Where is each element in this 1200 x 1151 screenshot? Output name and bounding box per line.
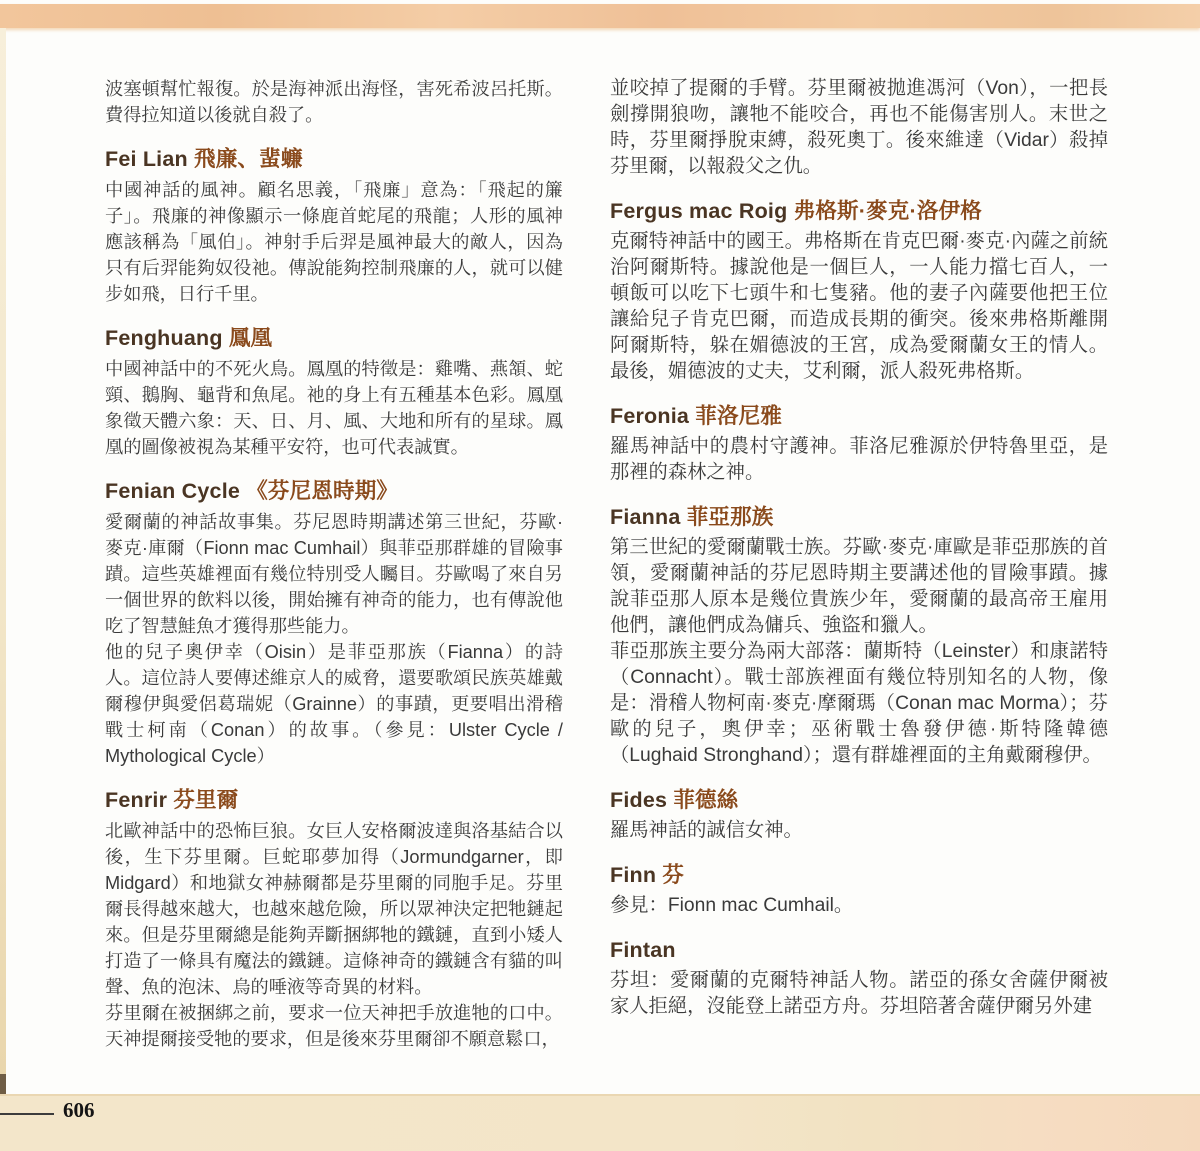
entry-term-chinese: 飛廉、蜚蠊 [194,147,303,171]
scan-edge-bottom-band [0,1094,1200,1151]
scan-edge-top-band [0,4,1200,28]
entry-paragraph: 羅馬神話的誠信女神。 [610,820,803,841]
entry-paragraph: 參見：Fionn mac Cumhail。 [610,895,854,916]
entry-term-latin: Fenrir [105,788,168,812]
entry-paragraph: 中國神話的風神。顧名思義，「飛廉」意為：「飛起的簾子」。飛廉的神像顯示一條鹿首蛇尾的飛龍；人形的風神應該稱為「風伯」。神射手后羿是風神最大的敵人，因為只有后羿能夠奴役祂。傳說能夠控制飛廉的人，就可以健步如飛，日行千里。 [105,180,563,304]
entry-paragraph: 芬里爾在被捆綁之前，要求一位天神把手放進牠的口中。天神提爾接受牠的要求，但是後來芬里爾卻不願意鬆口， [105,1003,563,1049]
dictionary-entry [610,403,1108,486]
entry-term-chinese: 鳳凰 [228,326,273,350]
entry-heading [610,504,1108,530]
entry-continuation [105,76,563,128]
entry-term-chinese: 弗格斯·麥克·洛伊格 [793,199,982,223]
entry-paragraph: 他的兒子奧伊幸（Oisin）是菲亞那族（Fianna）的詩人。這位詩人要傳述維京人的威脅，還要歌頌民族英雄戴爾穆伊與愛侶葛瑞妮（Grainne）的事蹟，更要唱出滑稽戰士柯南（Conan）的故事。（參見：Ulster Cycle / Mythological Cycle） [105,642,563,766]
entry-paragraph: 中國神話中的不死火鳥。鳳凰的特徵是：雞嘴、燕頷、蛇頸、鵝胸、龜背和魚尾。祂的身上有五種基本色彩。鳳凰象徵天體六象：天、日、月、風、大地和所有的星球。鳳凰的圖像被視為某種平安符，也可代表誠實。 [105,359,563,457]
entry-heading [610,937,1108,963]
entry-heading [105,478,563,504]
dictionary-entry [610,787,1108,844]
dictionary-entry [105,478,563,769]
dictionary-entry [105,146,563,307]
entry-paragraph: 克爾特神話中的國王。弗格斯在肯克巴爾·麥克·內薩之前統治阿爾斯特。據說他是一個巨人，一人能力擋七百人，一頓飯可以吃下七頭牛和七隻豬。他的妻子內薩要他把王位讓給兒子肯克巴爾，而造成長期的衝突。後來弗格斯離開阿爾斯特，躲在媚德波的王宮，成為愛爾蘭女王的情人。最後，媚德波的丈夫，艾利爾，派人殺死弗格斯。 [610,231,1108,382]
entry-paragraph: 第三世紀的愛爾蘭戰士族。芬歐·麥克·庫歐是菲亞那族的首領，愛爾蘭神話的芬尼恩時期主要講述他的冒險事蹟。據說菲亞那人原本是幾位貴族少年，愛爾蘭的最高帝王雇用他們，讓他們成為傭兵、強盜和獵人。 [610,537,1108,636]
entry-term-latin: Feronia [610,404,690,428]
entry-paragraph: 波塞頓幫忙報復。於是海神派出海怪，害死希波呂托斯。費得拉知道以後就自殺了。 [105,79,563,125]
entry-heading [610,403,1108,429]
entry-paragraph: 菲亞那族主要分為兩大部落：蘭斯特（Leinster）和康諾特（Connacht）。戰士部族裡面有幾位特別知名的人物，像是：滑稽人物柯南·麥克·摩爾瑪（Conan mac Morma）；芬歐的兒子，奧伊幸；巫術戰士魯發伊德·斯特隆韓德（Lughaid Stronghand）；還有群雄裡面的主角戴爾穆伊。 [610,641,1108,766]
entry-term-chinese: 菲德絲 [673,788,739,812]
entry-term-latin: Fintan [610,938,676,962]
dictionary-entry [105,787,563,1052]
scan-edge-left-notch [0,1074,6,1096]
scan-edge-left-strip [0,28,6,1076]
entry-term-chinese: 菲洛尼雅 [695,404,783,428]
entry-heading [610,862,1108,888]
entry-heading [105,325,563,351]
entry-continuation [610,76,1108,180]
entry-paragraph: 愛爾蘭的神話故事集。芬尼恩時期講述第三世紀，芬歐·麥克·庫爾（Fionn mac Cumhail）與菲亞那群雄的冒險事蹟。這些英雄裡面有幾位特別受人矚目。芬歐喝了來自另一個世界的飲料以後，開始擁有神奇的能力，也有傳說他吃了智慧鮭魚才獲得那些能力。 [105,512,563,636]
text-column-right [610,76,1108,1020]
entry-term-chinese: 《芬尼恩時期》 [246,479,399,503]
dictionary-entry [610,937,1108,1020]
entry-heading [105,787,563,813]
entry-term-latin: Fianna [610,505,681,529]
dictionary-entry [105,325,563,460]
entry-paragraph: 羅馬神話中的農村守護神。菲洛尼雅源於伊特魯里亞，是那裡的森林之神。 [610,436,1108,483]
entry-term-chinese: 芬 [662,863,685,887]
entry-heading [610,198,1108,224]
entry-paragraph: 並咬掉了提爾的手臂。芬里爾被拋進馮河（Von），一把長劍撐開狼吻，讓牠不能咬合，再也不能傷害別人。末世之時，芬里爾掙脫束縛，殺死奧丁。後來維達（Vidar）殺掉芬里爾，以報殺父之仇。 [610,78,1108,177]
page-number-rule [0,1113,54,1115]
entry-term-latin: Fenghuang [105,326,223,350]
entry-term-latin: Finn [610,863,657,887]
entry-heading [610,787,1108,813]
entry-heading [105,146,563,172]
dictionary-entry [610,862,1108,919]
entry-term-latin: Fenian Cycle [105,479,241,503]
text-column-left [105,76,563,1052]
entry-term-latin: Fergus mac Roig [610,199,788,223]
entry-term-latin: Fides [610,788,668,812]
dictionary-entry [610,198,1108,385]
entry-term-latin: Fei Lian [105,147,188,171]
entry-paragraph: 芬坦：愛爾蘭的克爾特神話人物。諾亞的孫女舍薩伊爾被家人拒絕，沒能登上諾亞方舟。芬坦陪著舍薩伊爾另外建 [610,970,1108,1017]
entry-term-chinese: 菲亞那族 [686,505,774,529]
entry-paragraph: 北歐神話中的恐怖巨狼。女巨人安格爾波達與洛基結合以後，生下芬里爾。巨蛇耶夢加得（Jormundgarner，即Midgard）和地獄女神赫爾都是芬里爾的同胞手足。芬里爾長得越來越大，也越來越危險，所以眾神決定把牠鏈起來。但是芬里爾總是能夠弄斷捆綁牠的鐵鏈，直到小矮人打造了一條具有魔法的鐵鏈。這條神奇的鐵鏈含有貓的叫聲、魚的泡沫、烏的唾液等奇異的材料。 [105,821,563,997]
entry-term-chinese: 芬里爾 [173,788,239,812]
dictionary-entry [610,504,1108,769]
page-number: 606 [63,1098,95,1122]
